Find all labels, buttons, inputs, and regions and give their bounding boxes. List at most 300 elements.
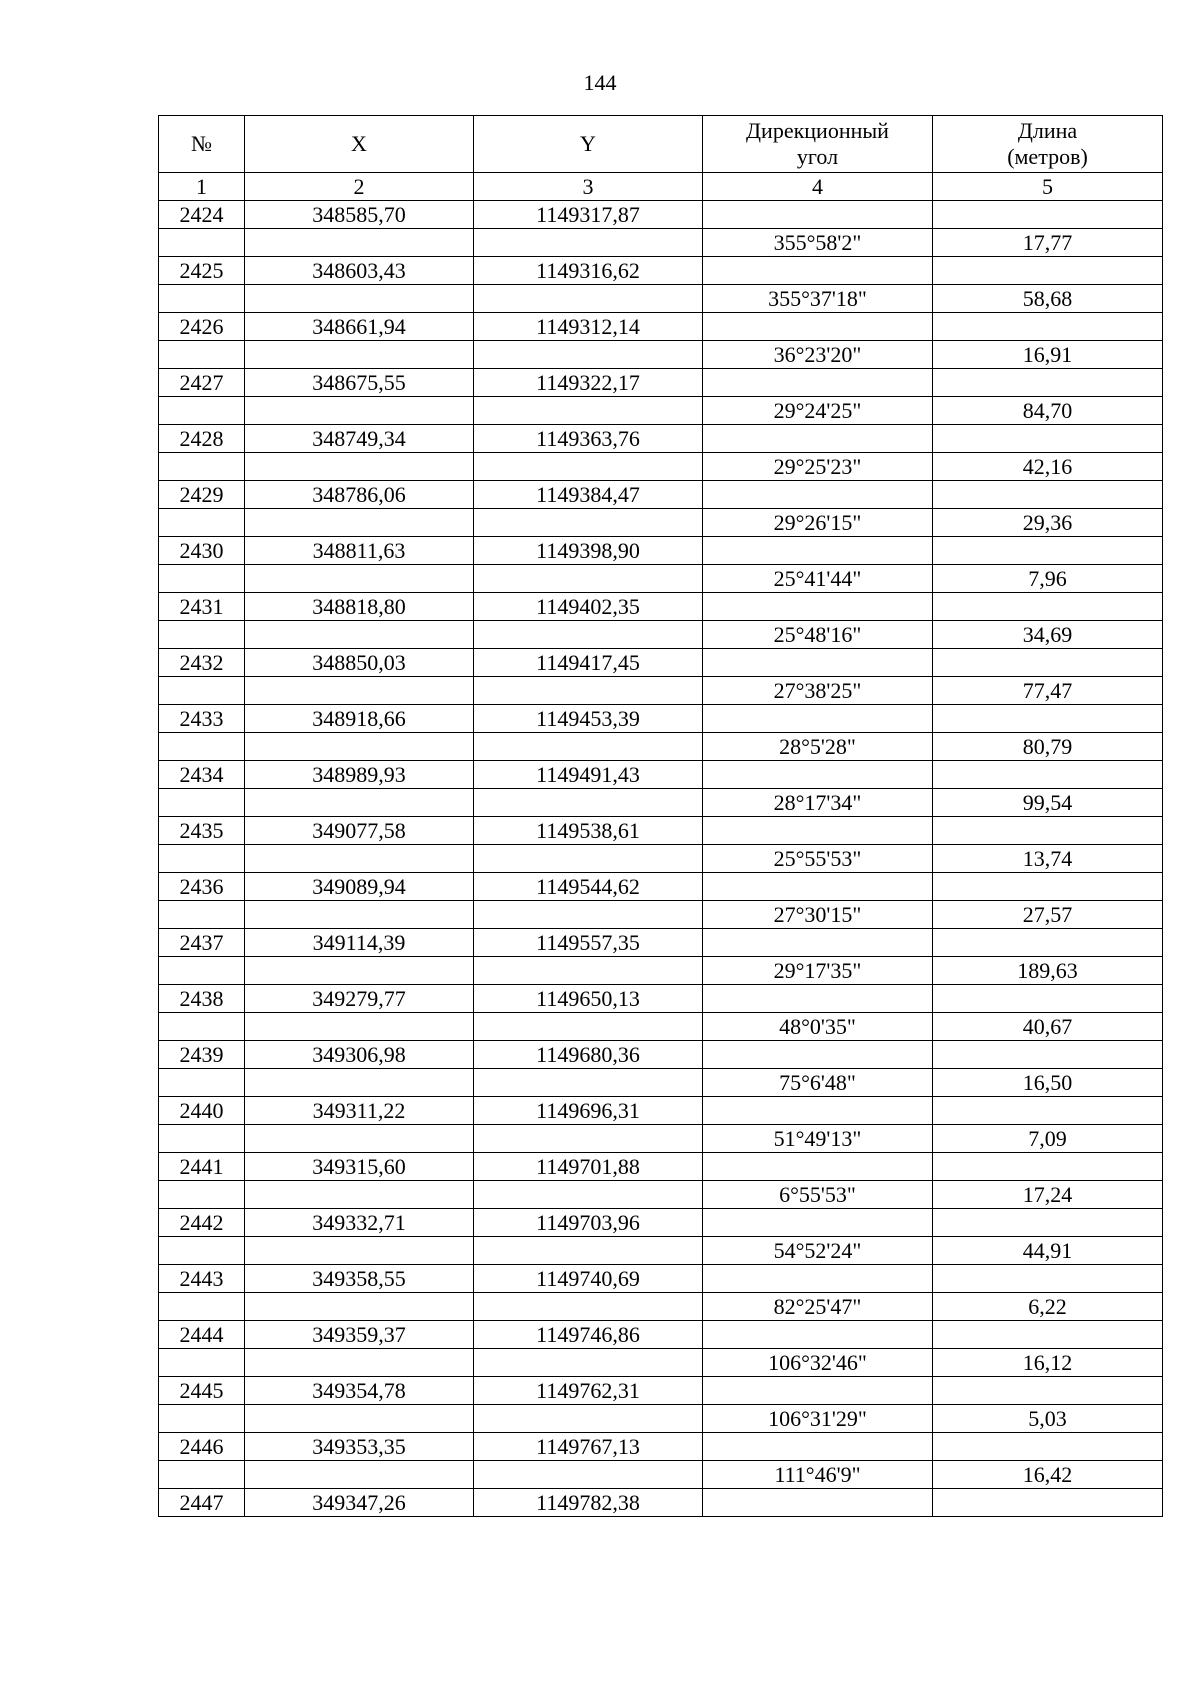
header-row: [159, 116, 1163, 173]
cell-point-number: 2430: [159, 537, 245, 565]
cell-point-number: [159, 453, 245, 481]
cell-x: [245, 285, 474, 313]
cell-point-number: 2432: [159, 649, 245, 677]
cell-direction-angle: 111°46'9": [703, 1461, 933, 1489]
cell-length: [933, 425, 1163, 453]
cell-direction-angle: 28°5'28": [703, 733, 933, 761]
cell-direction-angle: 54°52'24": [703, 1237, 933, 1265]
header-length: [933, 116, 1163, 173]
cell-length: [933, 1209, 1163, 1237]
cell-x: 349359,37: [245, 1321, 474, 1349]
cell-point-number: [159, 1293, 245, 1321]
cell-length: [933, 761, 1163, 789]
header-angle-line-1: Дирекционный: [746, 118, 889, 143]
cell-y: 1149317,87: [474, 201, 703, 229]
cell-length: 189,63: [933, 957, 1163, 985]
cell-length: [933, 705, 1163, 733]
cell-direction-angle: [703, 257, 933, 285]
column-number: 3: [474, 173, 703, 201]
cell-length: [933, 1265, 1163, 1293]
cell-direction-angle: [703, 985, 933, 1013]
cell-x: 349089,94: [245, 873, 474, 901]
cell-point-number: 2436: [159, 873, 245, 901]
cell-direction-angle: [703, 1097, 933, 1125]
table-row: [159, 369, 1163, 397]
cell-point-number: [159, 565, 245, 593]
table-row: [159, 1125, 1163, 1153]
cell-y: 1149782,38: [474, 1489, 703, 1517]
cell-direction-angle: 82°25'47": [703, 1293, 933, 1321]
cell-y: [474, 1293, 703, 1321]
cell-direction-angle: 25°41'44": [703, 565, 933, 593]
cell-length: [933, 1433, 1163, 1461]
cell-point-number: [159, 285, 245, 313]
cell-x: 349358,55: [245, 1265, 474, 1293]
cell-length: 42,16: [933, 453, 1163, 481]
cell-direction-angle: 51°49'13": [703, 1125, 933, 1153]
cell-point-number: 2443: [159, 1265, 245, 1293]
table-row: [159, 565, 1163, 593]
cell-point-number: 2441: [159, 1153, 245, 1181]
cell-length: [933, 201, 1163, 229]
table-row: [159, 397, 1163, 425]
cell-x: [245, 1293, 474, 1321]
cell-y: 1149767,13: [474, 1433, 703, 1461]
cell-length: [933, 481, 1163, 509]
cell-y: [474, 453, 703, 481]
column-number-row: [159, 173, 1163, 201]
cell-point-number: [159, 509, 245, 537]
cell-x: 349332,71: [245, 1209, 474, 1237]
cell-y: 1149316,62: [474, 257, 703, 285]
cell-length: 16,50: [933, 1069, 1163, 1097]
cell-length: [933, 649, 1163, 677]
table-row: [159, 845, 1163, 873]
cell-x: 348850,03: [245, 649, 474, 677]
cell-point-number: [159, 397, 245, 425]
cell-length: 84,70: [933, 397, 1163, 425]
cell-point-number: [159, 1069, 245, 1097]
table-row: [159, 1041, 1163, 1069]
cell-point-number: [159, 957, 245, 985]
cell-point-number: [159, 677, 245, 705]
cell-x: [245, 1461, 474, 1489]
table-row: [159, 1489, 1163, 1517]
cell-length: 16,12: [933, 1349, 1163, 1377]
table-row: [159, 901, 1163, 929]
cell-point-number: 2437: [159, 929, 245, 957]
cell-length: [933, 369, 1163, 397]
table-row: [159, 1461, 1163, 1489]
cell-y: [474, 677, 703, 705]
cell-y: 1149417,45: [474, 649, 703, 677]
table-row: [159, 1181, 1163, 1209]
cell-direction-angle: [703, 537, 933, 565]
cell-y: [474, 957, 703, 985]
cell-direction-angle: 29°24'25": [703, 397, 933, 425]
cell-direction-angle: 36°23'20": [703, 341, 933, 369]
cell-direction-angle: 28°17'34": [703, 789, 933, 817]
cell-direction-angle: [703, 817, 933, 845]
cell-point-number: 2434: [159, 761, 245, 789]
table-row: [159, 453, 1163, 481]
cell-direction-angle: 48°0'35": [703, 1013, 933, 1041]
table-row: [159, 733, 1163, 761]
cell-direction-angle: [703, 593, 933, 621]
table-row: [159, 229, 1163, 257]
cell-y: 1149544,62: [474, 873, 703, 901]
cell-y: [474, 845, 703, 873]
header-angle: [703, 116, 933, 173]
table-row: [159, 1405, 1163, 1433]
cell-length: 7,96: [933, 565, 1163, 593]
cell-x: [245, 845, 474, 873]
header-angle-line-2: угол: [796, 144, 839, 169]
cell-y: [474, 621, 703, 649]
cell-y: 1149398,90: [474, 537, 703, 565]
cell-y: 1149402,35: [474, 593, 703, 621]
table-row: [159, 341, 1163, 369]
table-row: [159, 1265, 1163, 1293]
cell-direction-angle: [703, 1209, 933, 1237]
cell-y: 1149491,43: [474, 761, 703, 789]
cell-y: [474, 733, 703, 761]
table-row: [159, 789, 1163, 817]
cell-direction-angle: 27°38'25": [703, 677, 933, 705]
cell-y: 1149680,36: [474, 1041, 703, 1069]
cell-y: [474, 229, 703, 257]
cell-y: [474, 1405, 703, 1433]
cell-y: [474, 789, 703, 817]
cell-y: [474, 1237, 703, 1265]
cell-point-number: [159, 733, 245, 761]
table-row: [159, 201, 1163, 229]
cell-x: [245, 1125, 474, 1153]
table-row: [159, 481, 1163, 509]
cell-length: [933, 1377, 1163, 1405]
cell-y: 1149740,69: [474, 1265, 703, 1293]
table-row: [159, 985, 1163, 1013]
cell-direction-angle: 29°17'35": [703, 957, 933, 985]
cell-x: 349306,98: [245, 1041, 474, 1069]
cell-x: [245, 1349, 474, 1377]
cell-length: [933, 593, 1163, 621]
cell-direction-angle: [703, 1265, 933, 1293]
cell-direction-angle: 355°58'2": [703, 229, 933, 257]
table-row: [159, 1097, 1163, 1125]
cell-direction-angle: 25°48'16": [703, 621, 933, 649]
cell-y: [474, 1069, 703, 1097]
cell-direction-angle: [703, 705, 933, 733]
table-row: [159, 649, 1163, 677]
cell-direction-angle: [703, 481, 933, 509]
cell-length: 13,74: [933, 845, 1163, 873]
table-row: [159, 313, 1163, 341]
table-row: [159, 929, 1163, 957]
cell-point-number: [159, 1013, 245, 1041]
cell-length: 99,54: [933, 789, 1163, 817]
cell-x: [245, 509, 474, 537]
cell-length: 58,68: [933, 285, 1163, 313]
cell-direction-angle: 106°32'46": [703, 1349, 933, 1377]
cell-length: 17,24: [933, 1181, 1163, 1209]
cell-length: [933, 1489, 1163, 1517]
cell-direction-angle: 355°37'18": [703, 285, 933, 313]
cell-length: 5,03: [933, 1405, 1163, 1433]
table-row: [159, 257, 1163, 285]
cell-point-number: [159, 1181, 245, 1209]
column-number: 2: [245, 173, 474, 201]
cell-length: [933, 1321, 1163, 1349]
cell-y: [474, 1125, 703, 1153]
cell-y: 1149701,88: [474, 1153, 703, 1181]
cell-point-number: 2438: [159, 985, 245, 1013]
table-row: [159, 873, 1163, 901]
cell-direction-angle: 27°30'15": [703, 901, 933, 929]
cell-y: 1149650,13: [474, 985, 703, 1013]
cell-point-number: 2424: [159, 201, 245, 229]
table-row: [159, 1321, 1163, 1349]
cell-length: [933, 1153, 1163, 1181]
cell-x: [245, 1405, 474, 1433]
cell-point-number: 2426: [159, 313, 245, 341]
page-number: 144: [583, 70, 617, 95]
cell-x: [245, 341, 474, 369]
cell-y: 1149312,14: [474, 313, 703, 341]
cell-point-number: [159, 901, 245, 929]
cell-y: 1149538,61: [474, 817, 703, 845]
cell-direction-angle: [703, 425, 933, 453]
cell-x: 348661,94: [245, 313, 474, 341]
cell-length: 6,22: [933, 1293, 1163, 1321]
coordinates-table: [158, 115, 1163, 1517]
cell-length: 16,91: [933, 341, 1163, 369]
cell-point-number: [159, 789, 245, 817]
cell-length: [933, 985, 1163, 1013]
cell-direction-angle: [703, 873, 933, 901]
cell-direction-angle: 106°31'29": [703, 1405, 933, 1433]
cell-point-number: 2439: [159, 1041, 245, 1069]
cell-y: [474, 285, 703, 313]
cell-x: [245, 621, 474, 649]
cell-x: [245, 677, 474, 705]
cell-point-number: 2429: [159, 481, 245, 509]
cell-direction-angle: 29°25'23": [703, 453, 933, 481]
table-row: [159, 1069, 1163, 1097]
cell-direction-angle: [703, 1041, 933, 1069]
cell-x: 349354,78: [245, 1377, 474, 1405]
header-number: №: [159, 116, 245, 173]
cell-point-number: [159, 1405, 245, 1433]
cell-x: 349347,26: [245, 1489, 474, 1517]
cell-x: 348675,55: [245, 369, 474, 397]
cell-x: 348585,70: [245, 201, 474, 229]
cell-y: 1149557,35: [474, 929, 703, 957]
cell-y: 1149322,17: [474, 369, 703, 397]
cell-length: [933, 257, 1163, 285]
cell-length: [933, 817, 1163, 845]
cell-direction-angle: [703, 1377, 933, 1405]
cell-direction-angle: [703, 1153, 933, 1181]
cell-length: 16,42: [933, 1461, 1163, 1489]
cell-x: 348749,34: [245, 425, 474, 453]
cell-y: [474, 1181, 703, 1209]
column-number: 1: [159, 173, 245, 201]
cell-point-number: [159, 1349, 245, 1377]
cell-direction-angle: [703, 1489, 933, 1517]
cell-length: 40,67: [933, 1013, 1163, 1041]
cell-y: [474, 1461, 703, 1489]
cell-x: [245, 733, 474, 761]
cell-y: [474, 901, 703, 929]
cell-x: 349353,35: [245, 1433, 474, 1461]
table-row: [159, 677, 1163, 705]
cell-length: 34,69: [933, 621, 1163, 649]
cell-length: 29,36: [933, 509, 1163, 537]
cell-direction-angle: [703, 929, 933, 957]
cell-x: [245, 789, 474, 817]
cell-point-number: [159, 621, 245, 649]
cell-point-number: 2444: [159, 1321, 245, 1349]
table-row: [159, 593, 1163, 621]
table-row: [159, 817, 1163, 845]
cell-x: 349077,58: [245, 817, 474, 845]
column-number: 4: [703, 173, 933, 201]
cell-x: 349279,77: [245, 985, 474, 1013]
cell-direction-angle: [703, 1321, 933, 1349]
cell-x: 348918,66: [245, 705, 474, 733]
cell-length: 7,09: [933, 1125, 1163, 1153]
cell-x: 348818,80: [245, 593, 474, 621]
table-row: [159, 1377, 1163, 1405]
cell-y: 1149762,31: [474, 1377, 703, 1405]
cell-point-number: 2442: [159, 1209, 245, 1237]
header-x: X: [245, 116, 474, 173]
cell-direction-angle: [703, 1433, 933, 1461]
table-row: [159, 705, 1163, 733]
cell-point-number: 2425: [159, 257, 245, 285]
cell-length: 17,77: [933, 229, 1163, 257]
cell-direction-angle: [703, 761, 933, 789]
cell-y: [474, 341, 703, 369]
header-length-line-2: (метров): [1007, 144, 1088, 169]
cell-direction-angle: 29°26'15": [703, 509, 933, 537]
header-y: Y: [474, 116, 703, 173]
table-row: [159, 537, 1163, 565]
cell-x: 348989,93: [245, 761, 474, 789]
cell-x: 349315,60: [245, 1153, 474, 1181]
cell-point-number: [159, 1237, 245, 1265]
cell-x: [245, 901, 474, 929]
cell-point-number: [159, 845, 245, 873]
cell-y: [474, 509, 703, 537]
cell-x: [245, 453, 474, 481]
cell-direction-angle: [703, 201, 933, 229]
header-length-line-1: Длина: [1017, 118, 1078, 143]
cell-point-number: [159, 1461, 245, 1489]
cell-point-number: 2435: [159, 817, 245, 845]
cell-x: [245, 1069, 474, 1097]
cell-length: 80,79: [933, 733, 1163, 761]
cell-direction-angle: [703, 649, 933, 677]
cell-y: 1149703,96: [474, 1209, 703, 1237]
cell-length: [933, 929, 1163, 957]
cell-length: [933, 1041, 1163, 1069]
cell-length: [933, 1097, 1163, 1125]
table-row: [159, 1209, 1163, 1237]
cell-length: 27,57: [933, 901, 1163, 929]
cell-length: 77,47: [933, 677, 1163, 705]
cell-point-number: [159, 341, 245, 369]
table-row: [159, 761, 1163, 789]
table-row: [159, 1293, 1163, 1321]
cell-x: 348811,63: [245, 537, 474, 565]
cell-direction-angle: 75°6'48": [703, 1069, 933, 1097]
cell-point-number: 2446: [159, 1433, 245, 1461]
cell-y: 1149453,39: [474, 705, 703, 733]
table-row: [159, 425, 1163, 453]
cell-length: [933, 313, 1163, 341]
column-number: 5: [933, 173, 1163, 201]
cell-length: 44,91: [933, 1237, 1163, 1265]
cell-x: [245, 565, 474, 593]
cell-x: [245, 1013, 474, 1041]
cell-x: 348603,43: [245, 257, 474, 285]
table-row: [159, 1153, 1163, 1181]
cell-y: 1149746,86: [474, 1321, 703, 1349]
cell-point-number: 2427: [159, 369, 245, 397]
cell-length: [933, 873, 1163, 901]
table-row: [159, 1013, 1163, 1041]
cell-point-number: 2428: [159, 425, 245, 453]
table-row: [159, 1433, 1163, 1461]
table-row: [159, 509, 1163, 537]
cell-x: 348786,06: [245, 481, 474, 509]
cell-y: [474, 565, 703, 593]
cell-length: [933, 537, 1163, 565]
cell-direction-angle: [703, 313, 933, 341]
cell-direction-angle: [703, 369, 933, 397]
table-row: [159, 285, 1163, 313]
cell-point-number: 2445: [159, 1377, 245, 1405]
cell-point-number: [159, 1125, 245, 1153]
table-body: [159, 201, 1163, 1517]
cell-x: [245, 957, 474, 985]
table-row: [159, 1237, 1163, 1265]
cell-y: 1149696,31: [474, 1097, 703, 1125]
cell-point-number: 2433: [159, 705, 245, 733]
cell-y: 1149384,47: [474, 481, 703, 509]
table-row: [159, 621, 1163, 649]
cell-point-number: 2431: [159, 593, 245, 621]
cell-point-number: 2440: [159, 1097, 245, 1125]
cell-x: 349114,39: [245, 929, 474, 957]
cell-x: 349311,22: [245, 1097, 474, 1125]
table-row: [159, 957, 1163, 985]
cell-x: [245, 229, 474, 257]
cell-x: [245, 397, 474, 425]
cell-y: [474, 397, 703, 425]
cell-y: [474, 1013, 703, 1041]
cell-x: [245, 1237, 474, 1265]
cell-x: [245, 1181, 474, 1209]
cell-y: 1149363,76: [474, 425, 703, 453]
cell-y: [474, 1349, 703, 1377]
table-row: [159, 1349, 1163, 1377]
cell-direction-angle: 25°55'53": [703, 845, 933, 873]
cell-direction-angle: 6°55'53": [703, 1181, 933, 1209]
cell-point-number: [159, 229, 245, 257]
